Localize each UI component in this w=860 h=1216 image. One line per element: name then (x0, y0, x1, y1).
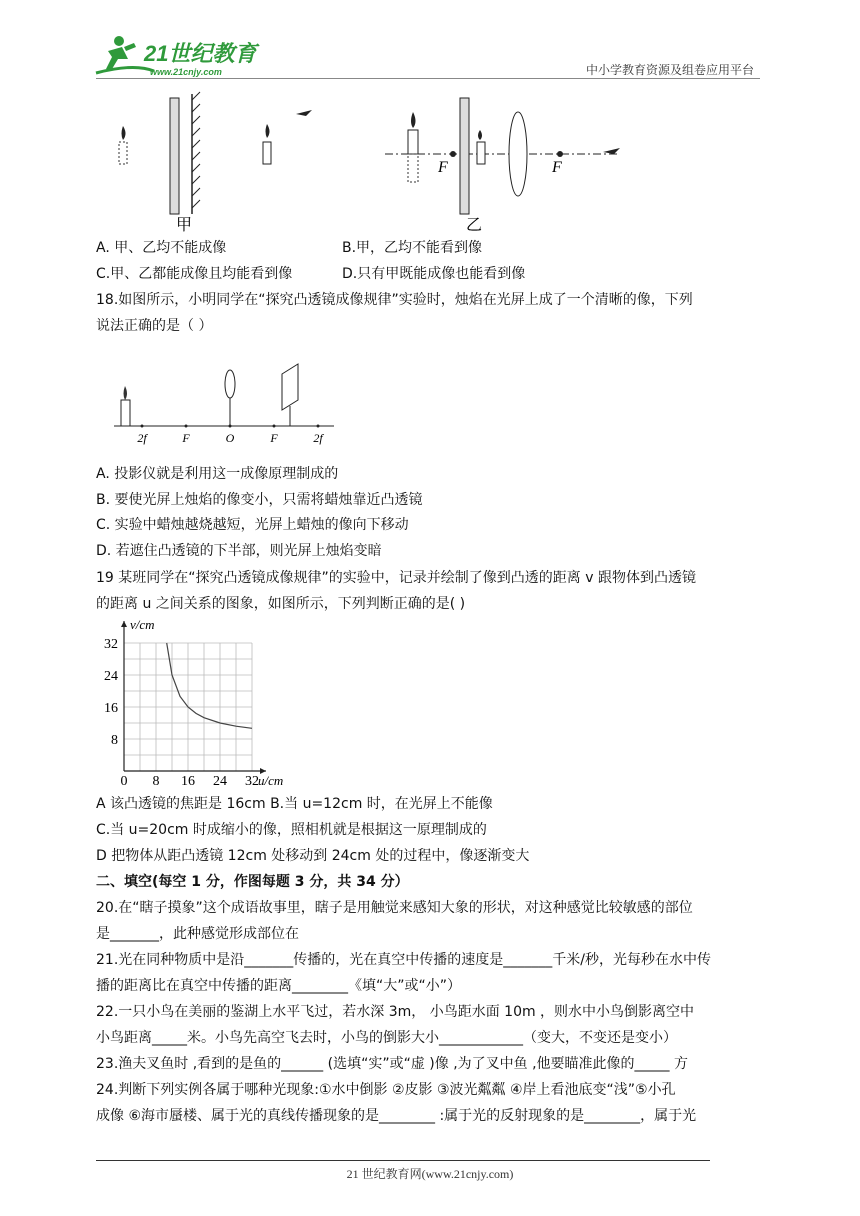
axis-label-2f-right: 2f (313, 431, 323, 445)
figure-yi (385, 98, 620, 234)
logo-main-text: 21世纪教育 (144, 41, 257, 66)
q18-figure (108, 360, 344, 450)
y-axis-arrow-icon (121, 621, 127, 627)
focus-point-left (450, 151, 456, 157)
q24-line2: 成像 ⑥海市蜃楼、属于光的真线传播现象的是________ :属于光的反射现象的是________，属于光 (96, 1108, 697, 1124)
candle-flame-icon (124, 386, 128, 400)
x-tick-label: 32 (245, 774, 259, 787)
label-jia: 甲 (176, 215, 193, 234)
q18-stem-line2: 说法正确的是（ ） (96, 318, 213, 334)
y-tick-label: 32 (104, 637, 118, 652)
candle-flame-icon (122, 126, 126, 140)
q18-option-a: A. 投影仪就是利用这一成像原理制成的 (96, 466, 339, 482)
footer-text: 21 世纪教育网(www.21cnjy.com) (346, 1167, 514, 1181)
q20-line1: 20.在“瞎子摸象”这个成语故事里，瞎子是用触觉来感知大象的形状，对这种感觉比较敏感的部位 (96, 900, 693, 916)
section2-heading: 二、填空(每空 1 分，作图每题 3 分，共 34 分） (96, 874, 409, 890)
q17-option-b: B.甲，乙均不能看到像 (342, 240, 483, 256)
axis-label-f-left: F (182, 431, 190, 445)
figure-jia (119, 92, 312, 234)
candle (121, 400, 130, 426)
q19-option-d: D 把物体从距凸透镜 12cm 处移动到 24cm 处的过程中，像逐渐变大 (96, 848, 530, 864)
x-tick-label: 0 (120, 774, 128, 787)
q22-line2: 小鸟距离_____米。小鸟先高空飞去时，小鸟的倒影大小____________（变大，不变还是变小） (96, 1030, 677, 1046)
focus-point-right (557, 151, 563, 157)
q19-option-c: C.当 u=20cm 时成缩小的像，照相机就是根据这一原理制成的 (96, 822, 487, 838)
x-tick-label: 24 (213, 774, 227, 787)
q21-line1: 21.光在同种物质中是沿_______传播的，光在真空中传播的速度是_______千米/秒，光每秒在水中传 (96, 952, 711, 968)
q19-stem-line2: 的距离 u 之间关系的图象，如图所示，下列判断正确的是( ) (96, 596, 466, 612)
q18-option-c: C. 实验中蜡烛越烧越短，光屏上蜡烛的像向下移动 (96, 517, 409, 533)
q22-line1: 22.一只小鸟在美丽的鉴湖上水平飞过，若水深 3m， 小鸟距水面 10m ，则水中小鸟倒影离空中 (96, 1004, 695, 1020)
q18-stem-line1: 18.如图所示，小明同学在“探究凸透镜成像规律”实验时，烛焰在光屏上成了一个清晰的像，下列 (96, 292, 693, 308)
glass-plate (460, 98, 469, 214)
y-tick-label: 16 (104, 701, 118, 716)
y-tick-label: 8 (111, 733, 118, 748)
focus-label-right: F (552, 159, 562, 176)
q18-option-b: B. 要使光屏上烛焰的像变小，只需将蜡烛靠近凸透镜 (96, 492, 423, 508)
glass-plate (170, 98, 179, 214)
q21-line2: 播的距离比在真空中传播的距离________《填“大”或“小”） (96, 978, 462, 994)
x-tick-label: 8 (152, 774, 160, 787)
q17-option-c: C.甲、乙都能成像且均能看到像 (96, 266, 293, 282)
q19-stem-line1: 19 某班同学在“探究凸透镜成像规律”的实验中，记录并绘制了像到凸透的距离 v 跟物体到凸透镜 (96, 570, 696, 586)
chart-x-axis-label: u/cm (258, 773, 284, 787)
header-divider (96, 78, 760, 79)
logo-url-text: www.21cnjy.com (150, 67, 222, 77)
candle-small (477, 142, 485, 164)
q24-line1: 24.判断下列实例各属于哪种光现象:①水中倒影 ②皮影 ③波光粼粼 ④岸上看池底变“浅”⑤小孔 (96, 1082, 676, 1098)
light-screen (282, 364, 298, 410)
axis-label-o: O (225, 431, 235, 445)
candle-flame-icon (478, 130, 482, 140)
candle-virtual (119, 142, 127, 164)
q17-option-a: A. 甲、乙均不能成像 (96, 240, 227, 256)
candle-real (263, 142, 271, 164)
axis-label-f-right: F (270, 431, 278, 445)
site-logo (94, 33, 264, 79)
chart-axes (121, 621, 266, 774)
candle-flame-icon (411, 112, 416, 128)
candle-real (408, 130, 418, 154)
chart-y-axis-label: v/cm (130, 617, 155, 632)
candle-virtual (408, 154, 418, 182)
eye-icon (603, 148, 620, 154)
candle-flame-icon (266, 124, 270, 138)
chart-series-line (167, 643, 252, 728)
eye-icon (296, 110, 312, 116)
q20-line2: 是_______，此种感觉形成部位在 (96, 926, 299, 942)
q18-option-d: D. 若遮住凸透镜的下半部，则光屏上烛焰变暗 (96, 543, 382, 559)
q17-option-d: D.只有甲既能成像也能看到像 (342, 266, 526, 282)
q23-line1: 23.渔夫叉鱼时 ,看到的是鱼的______ (选填“实”或“虚 )像 ,为了叉中鱼 ,他要瞄准此像的_____ 方 (96, 1056, 688, 1072)
convex-lens (509, 112, 527, 196)
q19-option-ab: A 该凸透镜的焦距是 16cm B.当 u=12cm 时，在光屏上不能像 (96, 796, 493, 812)
y-tick-label: 24 (104, 669, 118, 684)
footer-divider (96, 1160, 710, 1161)
focus-label-left: F (438, 159, 448, 176)
mirror-hatching (192, 92, 200, 208)
label-yi: 乙 (466, 215, 483, 234)
axis-label-2f-left: 2f (137, 431, 147, 445)
convex-lens (225, 370, 235, 398)
x-tick-label: 16 (181, 774, 195, 787)
q17-figure (100, 90, 640, 240)
q19-chart (96, 615, 316, 787)
header-platform-text: 中小学教育资源及组卷应用平台 (585, 63, 754, 77)
